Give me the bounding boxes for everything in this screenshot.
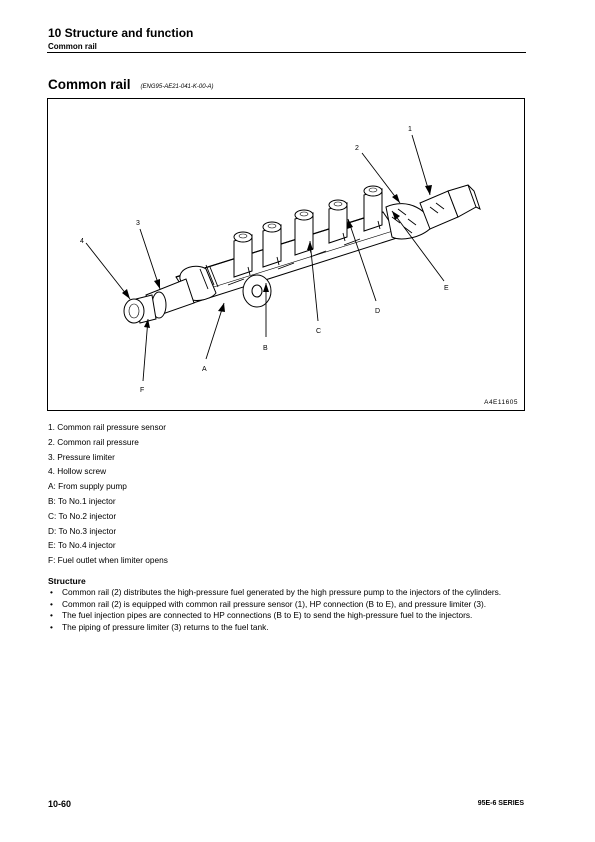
legend-item: 1. Common rail pressure sensor — [48, 422, 167, 432]
structure-item-text: Common rail (2) is equipped with common rail pressure sensor (1), HP connection (B to E), and pressure limiter (3). — [62, 598, 487, 609]
hp-connection-extra — [364, 186, 382, 231]
hp-connection-b — [234, 232, 252, 277]
header-subtitle: Common rail — [48, 42, 97, 51]
header-rule — [47, 52, 526, 53]
bullet-icon: • — [50, 622, 53, 633]
structure-section — [48, 576, 526, 634]
callout-3: 3 — [136, 220, 140, 227]
structure-item — [48, 610, 524, 621]
header-title: 10 Structure and function — [48, 26, 194, 40]
legend-item: 3. Pressure limiter — [48, 451, 115, 462]
callout-b: B — [263, 345, 268, 352]
common-rail-illustration — [48, 99, 524, 410]
structure-heading: Structure — [48, 576, 86, 586]
bullet-icon: • — [50, 610, 53, 621]
structure-item-text: The piping of pressure limiter (3) returns to the fuel tank. — [62, 622, 269, 633]
legend-item: 2. Common rail pressure — [48, 436, 139, 447]
bullet-icon: • — [50, 587, 53, 597]
legend-item: D: To No.3 injector — [48, 525, 117, 536]
section-title — [48, 77, 214, 92]
callout-a: A — [202, 366, 207, 373]
legend-item: B: To No.1 injector — [48, 495, 116, 506]
callout-c: C — [316, 328, 322, 335]
section-title-text: Common rail — [48, 77, 131, 92]
callout-f: F — [140, 387, 145, 394]
callout-4: 4 — [80, 238, 84, 245]
callout-d: D — [375, 308, 381, 315]
callout-e: E — [444, 285, 449, 292]
section-code: (ENG95-AE21-041-K-00-A) — [140, 84, 214, 90]
legend-list — [48, 420, 168, 568]
structure-item — [48, 587, 524, 598]
callout-1: 1 — [408, 126, 412, 133]
structure-item — [48, 599, 524, 610]
legend-item: A: From supply pump — [48, 481, 127, 492]
legend-item: C: To No.2 injector — [48, 510, 117, 521]
legend-item: 4. Hollow screw — [48, 466, 107, 477]
bullet-icon: • — [50, 598, 53, 609]
structure-item-text: The fuel injection pipes are connected to HP connections (B to E) to send the high-pressure fuel to the injectors. — [62, 610, 473, 621]
figure-code: A4E11605 — [484, 399, 518, 406]
callout-2: 2 — [355, 145, 359, 152]
legend-item: E: To No.4 injector — [48, 540, 116, 551]
page-number: 10-60 — [48, 799, 72, 809]
figure-frame — [47, 98, 525, 411]
structure-item-text: Common rail (2) distributes the high-pressure fuel generated by the high pressure pump to the injectors of the cylinders. — [62, 587, 502, 597]
hp-connection-c — [263, 222, 281, 267]
series-label: 95E-6 SERIES — [477, 800, 524, 807]
legend-item: F: Fuel outlet when limiter opens — [48, 555, 168, 566]
structure-list — [48, 587, 526, 633]
structure-item — [48, 622, 524, 633]
